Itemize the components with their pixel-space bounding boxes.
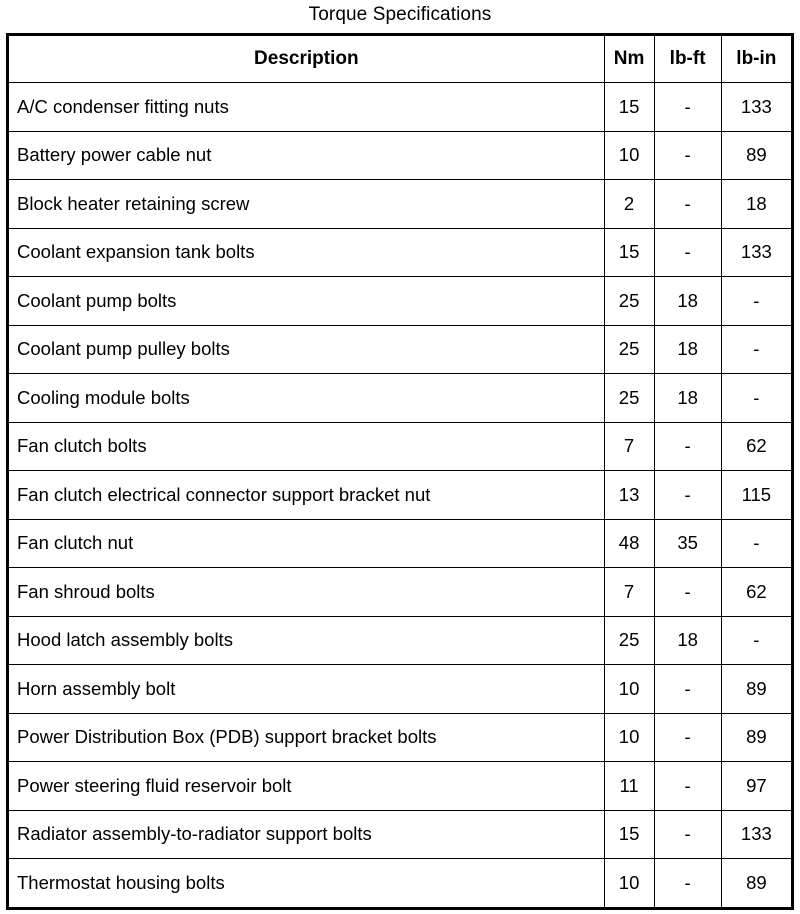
column-header-nm: Nm: [604, 35, 654, 83]
cell-description: Coolant pump bolts: [8, 277, 605, 326]
table-row: [8, 568, 793, 617]
cell-description: Power Distribution Box (PDB) support bracket bolts: [8, 713, 605, 762]
table-row: [8, 762, 793, 811]
torque-specifications-table: [6, 33, 794, 910]
cell-nm: 13: [604, 471, 654, 520]
cell-lb-in: 133: [721, 83, 792, 132]
cell-lb-in: 62: [721, 422, 792, 471]
cell-nm: 25: [604, 325, 654, 374]
page-title: Torque Specifications: [308, 4, 492, 25]
cell-lb-in: 133: [721, 810, 792, 859]
cell-description: Cooling module bolts: [8, 374, 605, 423]
cell-lb-in: 89: [721, 131, 792, 180]
cell-lb-in: 133: [721, 228, 792, 277]
cell-nm: 15: [604, 810, 654, 859]
cell-lb-ft: -: [654, 713, 721, 762]
cell-lb-in: 89: [721, 665, 792, 714]
table-row: [8, 519, 793, 568]
cell-lb-in: -: [721, 616, 792, 665]
table-header-row: [8, 35, 793, 83]
cell-lb-in: 89: [721, 713, 792, 762]
cell-lb-ft: -: [654, 665, 721, 714]
table-row: [8, 616, 793, 665]
cell-lb-ft: -: [654, 131, 721, 180]
cell-lb-ft: -: [654, 83, 721, 132]
table-row: [8, 325, 793, 374]
cell-description: Hood latch assembly bolts: [8, 616, 605, 665]
cell-description: Fan clutch bolts: [8, 422, 605, 471]
cell-description: Fan shroud bolts: [8, 568, 605, 617]
cell-nm: 10: [604, 859, 654, 909]
cell-lb-in: 115: [721, 471, 792, 520]
cell-description: Power steering fluid reservoir bolt: [8, 762, 605, 811]
table-row: [8, 471, 793, 520]
cell-lb-ft: -: [654, 859, 721, 909]
table-row: [8, 422, 793, 471]
table-row: [8, 665, 793, 714]
cell-lb-in: 97: [721, 762, 792, 811]
cell-nm: 10: [604, 665, 654, 714]
cell-lb-ft: -: [654, 762, 721, 811]
cell-description: Fan clutch nut: [8, 519, 605, 568]
cell-lb-ft: 18: [654, 277, 721, 326]
cell-nm: 7: [604, 422, 654, 471]
cell-description: Radiator assembly-to-radiator support bolts: [8, 810, 605, 859]
cell-lb-in: -: [721, 519, 792, 568]
table-row: [8, 859, 793, 909]
cell-nm: 10: [604, 713, 654, 762]
cell-lb-in: -: [721, 325, 792, 374]
cell-lb-ft: -: [654, 422, 721, 471]
cell-lb-ft: -: [654, 810, 721, 859]
table-row: [8, 228, 793, 277]
column-header-lb-ft: lb-ft: [654, 35, 721, 83]
cell-description: Battery power cable nut: [8, 131, 605, 180]
cell-nm: 10: [604, 131, 654, 180]
cell-lb-ft: 18: [654, 374, 721, 423]
cell-nm: 25: [604, 277, 654, 326]
cell-lb-in: 18: [721, 180, 792, 229]
cell-lb-ft: 18: [654, 616, 721, 665]
cell-lb-ft: -: [654, 471, 721, 520]
cell-nm: 25: [604, 374, 654, 423]
cell-lb-ft: -: [654, 228, 721, 277]
cell-nm: 48: [604, 519, 654, 568]
cell-nm: 25: [604, 616, 654, 665]
table-body: [8, 83, 793, 909]
cell-nm: 7: [604, 568, 654, 617]
column-header-description: Description: [8, 35, 605, 83]
cell-lb-in: 62: [721, 568, 792, 617]
cell-description: Thermostat housing bolts: [8, 859, 605, 909]
cell-nm: 11: [604, 762, 654, 811]
cell-description: Block heater retaining screw: [8, 180, 605, 229]
cell-description: Fan clutch electrical connector support bracket nut: [8, 471, 605, 520]
cell-nm: 15: [604, 83, 654, 132]
table-row: [8, 83, 793, 132]
table-row: [8, 180, 793, 229]
table-row: [8, 277, 793, 326]
column-header-lb-in: lb-in: [721, 35, 792, 83]
table-row: [8, 713, 793, 762]
cell-lb-ft: 35: [654, 519, 721, 568]
table-row: [8, 131, 793, 180]
cell-lb-ft: -: [654, 180, 721, 229]
cell-lb-ft: -: [654, 568, 721, 617]
cell-lb-in: -: [721, 277, 792, 326]
cell-description: Horn assembly bolt: [8, 665, 605, 714]
cell-lb-ft: 18: [654, 325, 721, 374]
table-header: [8, 35, 793, 83]
cell-description: Coolant expansion tank bolts: [8, 228, 605, 277]
cell-nm: 2: [604, 180, 654, 229]
cell-description: Coolant pump pulley bolts: [8, 325, 605, 374]
table-row: [8, 374, 793, 423]
cell-lb-in: 89: [721, 859, 792, 909]
cell-description: A/C condenser fitting nuts: [8, 83, 605, 132]
cell-nm: 15: [604, 228, 654, 277]
cell-lb-in: -: [721, 374, 792, 423]
table-row: [8, 810, 793, 859]
